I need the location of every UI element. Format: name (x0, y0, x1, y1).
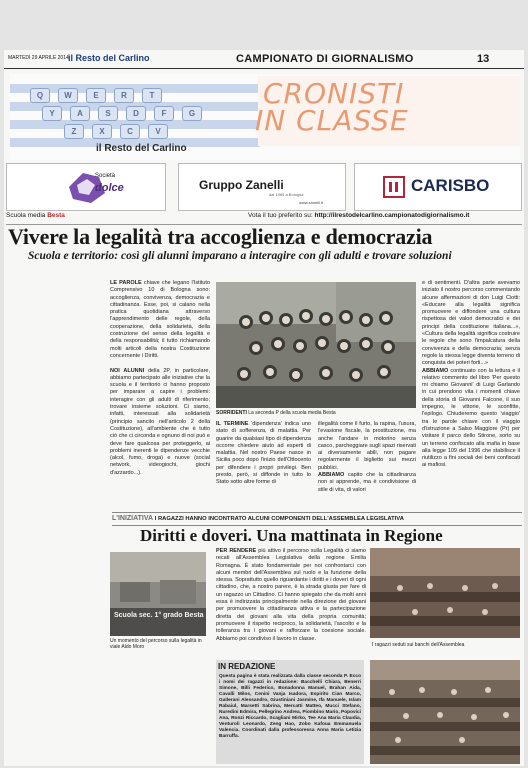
keyboard-key: S (98, 106, 118, 121)
keyboard-key: R (114, 88, 134, 103)
col3-para2: capito che la cittadinanza non si apprende, ma è condivisione di stile di vita, di valori (318, 472, 416, 493)
sponsor-strip (6, 163, 522, 210)
cronisti-title (255, 77, 409, 137)
col4-para2: continuato con la lettura e il relativo commento del libro 'Per questo mi chiamo Giovanni' di Luigi Garlando in cui prendono vita i momenti chiave della storia di Giovanni Falcone, il suo impegno, le vittorie, le sconfitte, l'epilogo. Chiuderemo questo 'viaggio' tra le parole chiave con il viaggio d'istruzione a Salso Maggiore (Pr) per visitare il parco dello Stirone, sorto su un terreno confiscato alla mafia in base alla legge 109 del 1996 che stabilisce il riutilizzo a fini sociali dei beni confiscati ai mafiosi. (422, 367, 520, 469)
article-subheadline: Scuola e territorio: così gli alunni imparano a interagire con gli adulti e trovare soluzioni (28, 250, 452, 262)
article2-text: più attivo il percorso sulla Legalità ci siamo recati all'Assemblea Legislativa della regione Emilia Romagna. È stato fondamentale per noi confrontarci con alcuni membri dell'Assemblea sul ruolo e la funzione della stessa. Soprattutto quello riguardante i diritti e i doveri di ogni cittadino, che, a nostro parere, è la strada giusta per fare di un ragazzo un Cittadino. Ci hanno spiegato che da molti anni essa è indirizzata principalmente nella direzione dei giovani per promuovere la cittadinanza attiva e la partecipazione diretta dei giovani alla vita della propria comunità; promuovere il rispetto reciproco, la solidarietà, l'ascolto e la tolleranza tra i giovani e rafforzare la coesione sociale. Abbiamo poi condiviso il lavoro in classe. (216, 548, 366, 642)
keyboard-key: C (120, 124, 140, 139)
left-photo-text: Scuola sec. 1° grado Besta (114, 612, 204, 619)
col2-lead: IL TERMINE (216, 421, 249, 427)
col3-lead: ABBIAMO (318, 472, 345, 479)
page-header (4, 50, 524, 69)
kicker-label: L'INIZIATIVA (112, 515, 153, 522)
article2-headline: Diritti e doveri. Una mattinata in Regione (140, 526, 443, 545)
class-photo-caption-lead: SORRIDENTI (216, 410, 247, 416)
keyboard-key: Q (30, 88, 50, 103)
carisbo-name: CARISBO (411, 176, 490, 195)
school-label: Scuola media (6, 212, 46, 219)
article-column-3 (318, 421, 416, 511)
redazione-text: Questa pagina è stata realizzata dalla classe seconda P. Ecco i nomi dei ragazzi in redazione: Bacchelli Chiara, Benerri Simone, Billi Federico, Bonadonna Manuel, Brahan Aida, Cavalli Milos, Cenini Vanja Isadora, Espirito Cian Marco, Gallerani Alessandro, Giustiniani Jasmine, Ifa Manuele, Islam Rabaiul, Marsetti Sabrina, Mercatti Matteo, Mucci Stefano, Nuredini Edmira, Pellegrino Andrea, Piombino Mario, Popovici Ana, Ronzi Riccardo, Scagliani Mirko, Tee Ana Maria Claudia, Venturoli Leonardo, Zeng Hao, Zobo Kafoua Emmanuela Valencia. Coordinati dalla professoressa Anna Maria Letizia Barruffa. (219, 674, 361, 739)
right-photo-top-image (370, 548, 520, 638)
section-title: CAMPIONATO DI GIORNALISMO (236, 53, 414, 65)
keyboard-key: A (70, 106, 90, 121)
vote-text: Vota il tuo preferito su: (248, 212, 315, 219)
zanelli-tag: dal 1965 a Bologna (269, 192, 304, 197)
article-column-2 (216, 421, 311, 511)
keyboard-key: W (58, 88, 78, 103)
article-column-1 (110, 280, 210, 512)
article2-body (216, 548, 366, 656)
issue-date: MARTEDÌ 29 APRILE 2014 (8, 55, 69, 61)
keyboard-key: T (142, 88, 162, 103)
col3-para: illegalità come il furto, la rapina, l'usura, l'evasione fiscale, la prostituzione, ma anche l'andare in motorino senza casco, parcheggiare sugli spazi riservati ai diversamente abili, non pagare regolarmente il biglietto sui mezzi pubblici. (318, 421, 416, 471)
kicker-text: I RAGAZZI HANNO INCONTRATO ALCUNI COMPONENTI DELL'ASSEMBLEA LEGISLATIVA (154, 516, 404, 522)
cronisti-line2: IN CLASSE (255, 104, 409, 137)
societa-dolce-line2: dolce (95, 182, 124, 194)
col1-lead: LE PAROLE (110, 280, 142, 286)
article-headline: Vivere la legalità tra accoglienza e democrazia (8, 224, 433, 249)
newspaper-logo: il Resto del Carlino (68, 53, 150, 63)
keyboard-key: Z (64, 124, 84, 139)
right-photo-caption: I ragazzi seduti sui banchi dell'Assemblea (372, 642, 465, 648)
col1-para2: della 2P, in particolare, abbiamo partecipato alle iniziative che la scuola e il territorio ci hanno proposto per imparare a capire i problemi: interagire con gli adulti di riferimento; trovare insieme soluzioni. Ci siamo, infatti, interessati alla solidarietà (principio sancito nell'articolo 2 della Costituzione), all'ambiente che è tutto ciò che ci circonda e ognuno di noi può e deve fare qualcosa per proteggerlo, ai problemi inerenti le dipendenze vecchie (alcol, fumo, droga) e nuove (social network, videogiochi, giochi d'azzardo...). (110, 367, 210, 476)
col1-lead2: NOI ALUNNI (110, 367, 145, 374)
carisbo-logo-icon (383, 176, 405, 198)
right-photo-bottom (370, 660, 520, 764)
cronisti-line1: CRONISTI (263, 77, 405, 110)
class-photo-caption (216, 410, 416, 416)
class-photo-image (216, 282, 416, 408)
keyboard-key: V (148, 124, 168, 139)
redazione-title: IN REDAZIONE (218, 662, 276, 671)
societa-dolce-line1: Società (95, 173, 116, 179)
keyboard-key: Y (42, 106, 62, 121)
zanelli-url: www.zanelli.it (299, 200, 324, 205)
keyboard-key: F (154, 106, 174, 121)
col4-para: e di sentimenti. D'altra parte avevamo iniziato il nostro percorso commentando alcune affermazioni di don Luigi Ciotti: «Educare alla legalità significa promuovere e diffondere una cultura rispettosa dei valori democratici e dei principi della costituzione italiana...», «Cultura della legalità significa costruire le regole che sono l'impalcatura della convivenza e della democrazia; senza regole la stessa legge diventa terreno di conquista dei poteri forti...» (422, 280, 520, 367)
keyboard-key: X (92, 124, 112, 139)
left-photo (110, 552, 206, 636)
banner-newspaper-logo: il Resto del Carlino (96, 143, 187, 154)
page-number: 13 (477, 53, 490, 65)
col4-lead: ABBIAMO (422, 367, 449, 374)
zanelli-name: Gruppo Zanelli (199, 178, 284, 192)
school-name: Besta (47, 212, 65, 219)
keyboard-key: G (182, 106, 202, 121)
keyboard-key: E (86, 88, 106, 103)
right-photo-top (370, 548, 520, 638)
class-photo (216, 282, 416, 408)
right-photo-bottom-image (370, 660, 520, 764)
article2-kicker (112, 512, 522, 526)
class-photo-caption-text: La seconda P della scuola media Besta (246, 410, 336, 416)
vote-url[interactable]: http://ilrestodelcarlino.campionatodigiornalismo.it (314, 212, 470, 219)
sponsor-gruppo-zanelli (178, 163, 346, 211)
article2-lead: PER RENDERE (216, 548, 257, 554)
col1-para1: chiave che legano l'Istituto Comprensivo 10 di Bologna sono: accoglienza, convivenza, democrazia e cittadinanza. Esse, poi, si calano nella pratica quotidiana attraverso l'apprendimento delle regole, della cooperazione, della solidarietà, della costruzione del senso della legalità e della responsabilità; il tutto richiamando molti articoli della nostra Costituzione concernente i Diritti. (110, 280, 210, 359)
article-column-4 (422, 280, 520, 512)
left-photo-caption: Un momento del percorso sulla legalità in viale Aldo Moro (110, 638, 202, 650)
col2-para: 'dipendenza' indica uno stato di sofferenza, di malattia. Per guarire da qualsiasi tipo di dipendenza occorre chiedere aiuto ad esperti di malattia. Nel nostro Paese nasce in Sicilia poco dopo l'inizio dell'Ottocento per difendere i propri privilegi. Ben presto, però, si diffonde in tutto lo Stato sotto altre forme di (216, 421, 311, 486)
sponsor-carisbo (354, 163, 522, 211)
left-photo-image (110, 552, 206, 636)
keyboard-key: D (126, 106, 146, 121)
sponsor-societa-dolce (6, 163, 166, 211)
redazione-box (216, 660, 364, 764)
